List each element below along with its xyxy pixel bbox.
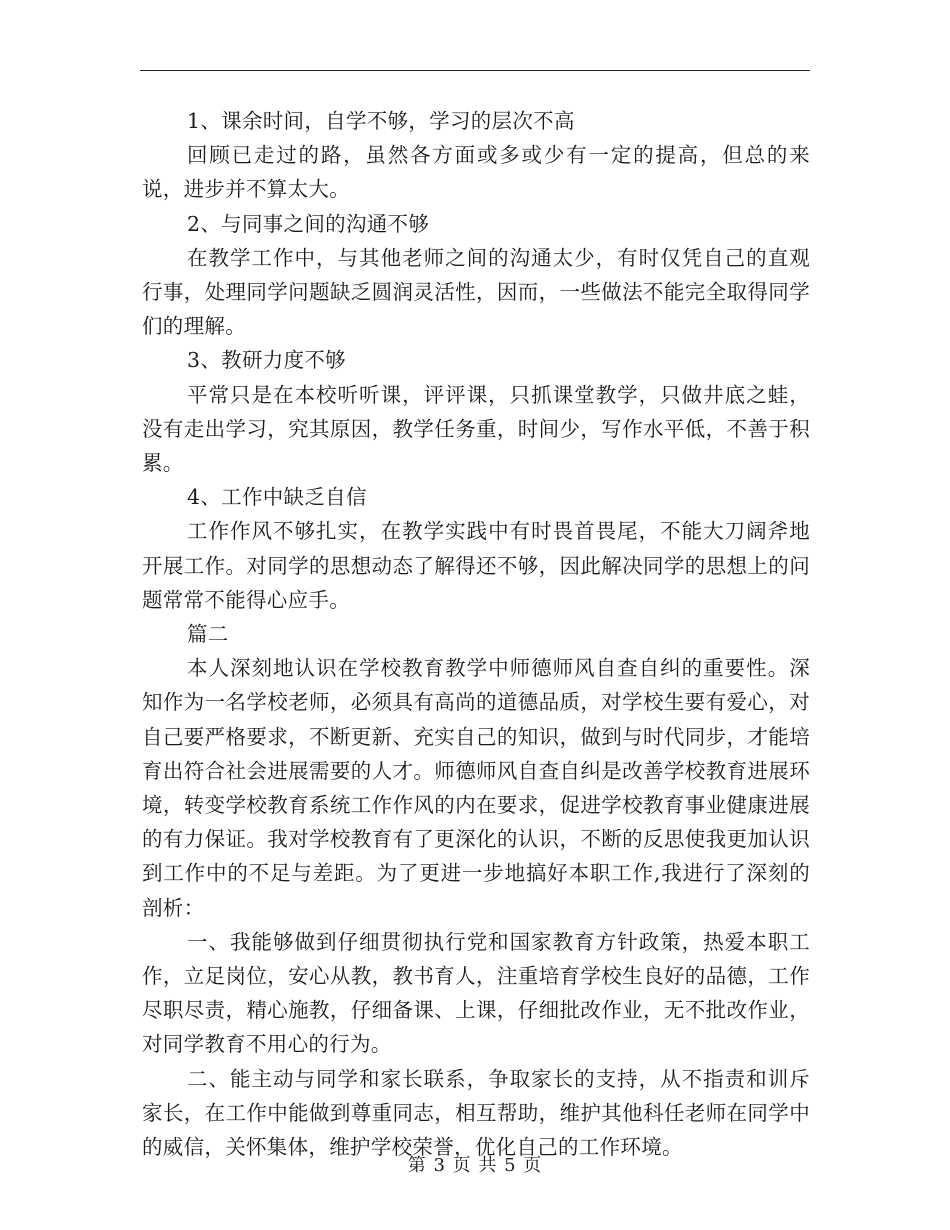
header-rule xyxy=(140,70,810,71)
section-heading-part-two: 篇二 xyxy=(187,622,229,647)
paragraph-communication: 在教学工作中，与其他老师之间的沟通太少，有时仅凭自己的直观行事，处理同学问题缺乏圆润灵活性，因而，一些做法不能完全取得同学们的理解。 xyxy=(142,245,810,339)
page-number-footer: 第 3 页 共 5 页 xyxy=(407,1155,543,1176)
heading-4-confidence: 4、工作中缺乏自信 xyxy=(187,485,367,510)
document-body xyxy=(142,104,810,1164)
paragraph-point-two: 二、能主动与同学和家长联系，争取家长的支持，从不指责和训斥家长，在工作中能做到尊重同志，相互帮助，维护其他科任老师在同学中的威信，关怀集体，维护学校荣誉，优化自己的工作环境。 xyxy=(142,1066,810,1160)
heading-2-communication: 2、与同事之间的沟通不够 xyxy=(187,211,430,236)
paragraph-point-one: 一、我能够做到仔细贯彻执行党和国家教育方针政策，热爱本职工作，立足岗位，安心从教，教书育人，注重培育学校生良好的品德，工作尽职尽责，精心施教，仔细备课、上课，仔细批改作业，无不批改作业，对同学教育不用心的行为。 xyxy=(142,929,810,1057)
heading-3-research: 3、教研力度不够 xyxy=(187,348,346,373)
paragraph-research: 平常只是在本校听听课，评评课，只抓课堂教学，只做井底之蛙，没有走出学习，究其原因，教学任务重，时间少，写作水平低，不善于积累。 xyxy=(142,382,810,476)
paragraph-confidence: 工作作风不够扎实，在教学实践中有时畏首畏尾，不能大刀阔斧地开展工作。对同学的思想动态了解得还不够，因此解决同学的思想上的问题常常不能得心应手。 xyxy=(142,519,810,612)
heading-1-self-study: 1、课余时间，自学不够，学习的层次不高 xyxy=(187,109,575,133)
paragraph-self-study: 回顾已走过的路，虽然各方面或多或少有一定的提高，但总的来说，进步并不算太大。 xyxy=(142,143,810,202)
paragraph-intro-part-two: 本人深刻地认识在学校教育教学中师德师风自查自纠的重要性。深知作为一名学校老师，必须具有高尚的道德品质，对学校生要有爱心，对自己要严格要求，不断更新、充实自己的知识，做到与时代同步，才能培育出符合社会进展需要的人才。师德师风自查自纠是改善学校教育进展环境，转变学校教育系统工作作风的内在要求，促进学校教育事业健康进展的有力保证。我对学校教育有了更深化的认识，不断的反思使我更加认识到工作中的不足与差距。为了更进一步地搞好本职工作,我进行了深刻的剖析： xyxy=(142,656,810,920)
